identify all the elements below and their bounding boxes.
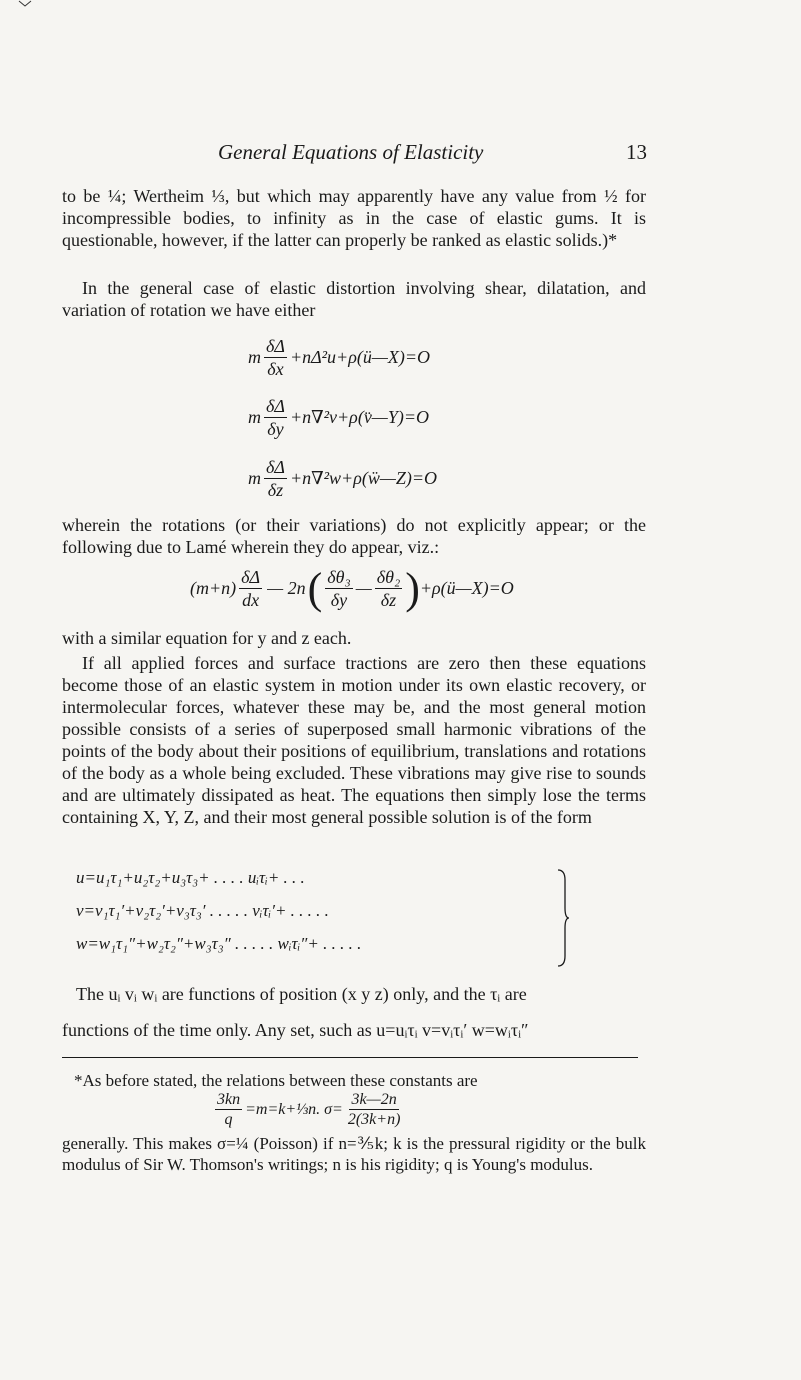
corner-mark <box>18 0 32 8</box>
series-v: v=v₁τ₁′+v₂τ₂′+v₃τ₃′ . . . . . vᵢτᵢ′+ . . . . . <box>76 901 329 920</box>
eq3-rest: +n∇²w+ρ(ẅ—Z)=O <box>289 468 437 488</box>
lame-fraction-2 <box>325 566 352 611</box>
lame-denominator-2: δy <box>330 590 348 610</box>
lame-denominator-1: dx <box>242 590 260 610</box>
lame-numerator-3: δθ₂ <box>376 567 401 587</box>
footnote-intro: *As before stated, the relations between these constants are <box>74 1071 478 1090</box>
lame-lead: (m+n) <box>190 578 237 598</box>
equation-y <box>248 395 429 440</box>
eq3-denominator: δz <box>267 480 284 500</box>
eq1-denominator: δx <box>267 359 284 379</box>
lame-open-paren: ( <box>307 563 323 613</box>
eq3-coef: m <box>248 468 261 488</box>
footnote-rule <box>62 1057 638 1058</box>
eq1-numerator: δΔ <box>266 336 285 356</box>
lame-numerator-1: δΔ <box>241 567 261 587</box>
equation-z <box>248 456 437 501</box>
eq1-coef: m <box>248 347 261 367</box>
lame-minus: — <box>355 578 372 598</box>
paragraph-5: If all applied forces and surface tractions are zero then these equations become those of an elastic system in motion under its own elastic recovery, or intermolecular forces, whatever these may be, and the most general motion possible consists of a series of superposed small harmonic vibrations of the points of the body about their positions of equilibrium, translations and rotations of the body as a whole being excluded. These vibrations may give rise to sounds and are ultimately dissipated as heat. The equations then simply lose the terms containing X, Y, Z, and their most general possible solution is of the form <box>62 653 646 827</box>
series-w: w=w₁τ₁″+w₂τ₂″+w₃τ₃″ . . . . . wᵢτᵢ″+ . . . . . <box>76 934 362 953</box>
lame-close-paren: ) <box>405 563 420 613</box>
series-u: u=u₁τ₁+u₂τ₂+u₃τ₃+ . . . . uᵢτᵢ+ . . . <box>76 868 305 887</box>
page-number: 13 <box>626 140 647 164</box>
eq1-rest: +nΔ²u+ρ(ü—X)=O <box>289 347 430 367</box>
footnote-numerator-2: 3k—2n <box>351 1091 397 1108</box>
eq3-fraction <box>264 456 287 501</box>
paragraph-3: wherein the rotations (or their variations) do not explicitly appear; or the following due to Lamé wherein they do appear, viz.: <box>62 515 646 557</box>
paragraph-4: with a similar equation for y and z each. <box>62 628 352 648</box>
eq2-coef: m <box>248 407 261 427</box>
lame-equation <box>190 563 514 613</box>
footnote-denominator-1: q <box>224 1111 233 1128</box>
paragraph-6: The uᵢ vᵢ wᵢ are functions of position (x y z) only, and the τᵢ are <box>76 984 527 1004</box>
footnote-denominator-2: 2(3k+n) <box>347 1111 401 1128</box>
eq2-fraction <box>264 395 287 440</box>
footnote-fraction-1 <box>215 1090 242 1129</box>
footnote-body: generally. This makes σ=¼ (Poisson) if n=⅗k; k is the pressural rigidity or the bulk modulus of Sir W. Thomson's writings; n is his rigidity; q is Young's modulus. <box>62 1134 646 1174</box>
eq2-rest: +n∇²v+ρ(v̈—Y)=O <box>289 407 429 427</box>
lame-denominator-3: δz <box>380 590 397 610</box>
eq2-numerator: δΔ <box>266 396 285 416</box>
footnote-equation <box>212 1090 405 1129</box>
lame-numerator-2: δθ₃ <box>327 567 351 587</box>
eq3-numerator: δΔ <box>266 457 285 477</box>
lame-fraction-1 <box>239 566 262 611</box>
equation-x <box>248 335 430 380</box>
footnote-mid: =m=k+⅓n. σ= <box>245 1100 343 1118</box>
eq2-denominator: δy <box>267 419 284 439</box>
lame-fraction-3 <box>375 566 402 611</box>
series-brace <box>556 868 570 968</box>
paragraph-2: In the general case of elastic distortion involving shear, dilatation, and variation of rotation we have either <box>62 278 646 320</box>
running-head-title: General Equations of Elasticity <box>218 140 484 164</box>
eq1-fraction <box>264 335 287 380</box>
lame-mid: — 2n <box>267 578 306 598</box>
footnote-fraction-2 <box>346 1090 403 1129</box>
paragraph-1: to be ¼; Wertheim ⅓, but which may apparently have any value from ½ for incompressible bodies, to infinity as in the case of elastic gums. It is questionable, however, if the latter can properly be ranked as elastic solids.)* <box>62 186 646 250</box>
paragraph-7: functions of the time only. Any set, such as u=uᵢτᵢ v=vᵢτᵢ′ w=wᵢτᵢ″ <box>62 1020 529 1040</box>
footnote-numerator-1: 3kn <box>217 1091 241 1108</box>
lame-tail: +ρ(ü—X)=O <box>419 578 514 598</box>
